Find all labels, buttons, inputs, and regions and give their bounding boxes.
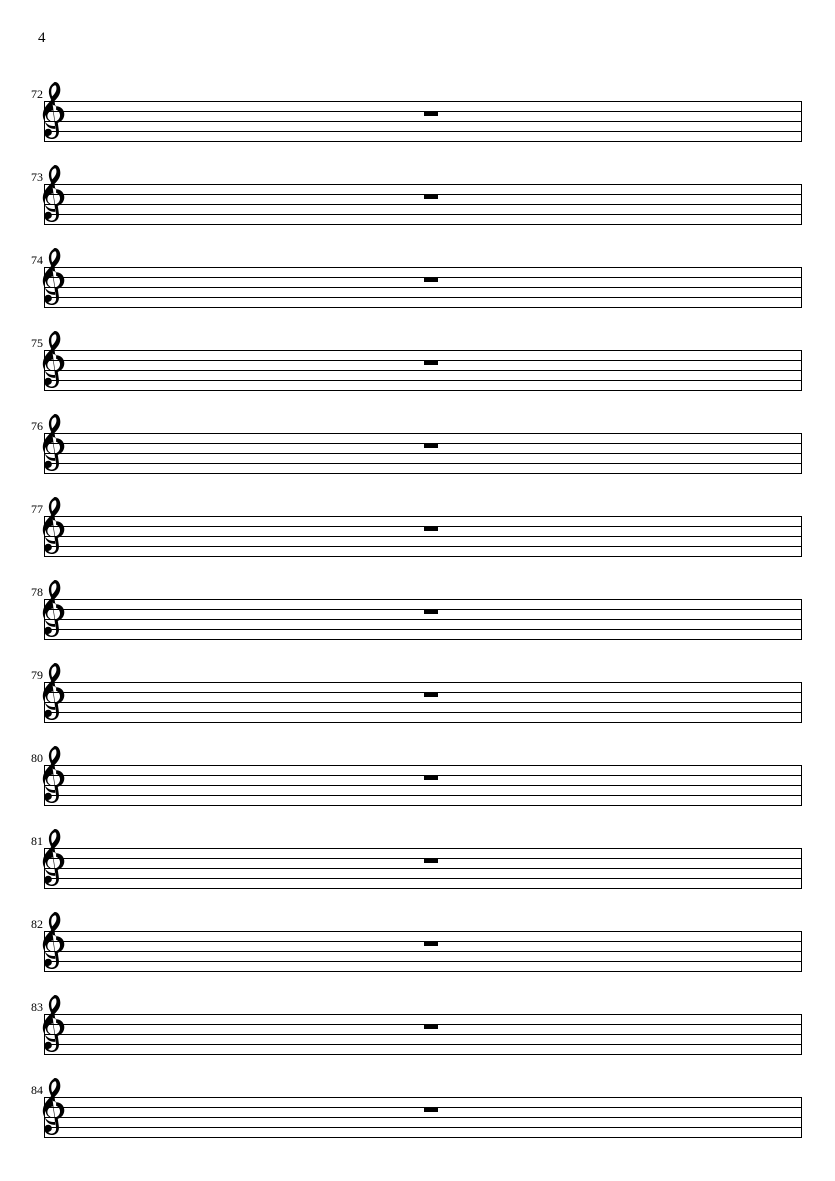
barline-right — [801, 1014, 802, 1055]
staff-line — [44, 473, 802, 474]
staff-line — [44, 868, 802, 869]
measure-number: 72 — [31, 87, 43, 101]
staff-line — [44, 360, 802, 361]
staff — [44, 350, 802, 390]
staff-line — [44, 546, 802, 547]
staff-system — [0, 171, 835, 233]
staff-line — [44, 370, 802, 371]
barline-right — [801, 433, 802, 474]
staff-line — [44, 805, 802, 806]
treble-clef-icon — [40, 580, 70, 642]
staff-line — [44, 526, 802, 527]
whole-measure-rest — [424, 360, 438, 365]
whole-measure-rest — [424, 775, 438, 780]
treble-clef-icon — [40, 829, 70, 891]
whole-measure-rest — [424, 1107, 438, 1112]
barline-right — [801, 350, 802, 391]
treble-clef-icon — [40, 331, 70, 393]
staff-line — [44, 971, 802, 972]
staff-line — [44, 516, 802, 517]
whole-measure-rest — [424, 111, 438, 116]
staff-line — [44, 702, 802, 703]
staff-line — [44, 1024, 802, 1025]
staff-line — [44, 931, 802, 932]
measure-number: 77 — [31, 502, 43, 516]
staff — [44, 101, 802, 141]
staff-line — [44, 722, 802, 723]
staff-line — [44, 951, 802, 952]
staff-line — [44, 267, 802, 268]
staff — [44, 682, 802, 722]
measure-number: 79 — [31, 668, 43, 682]
measure-number: 82 — [31, 917, 43, 931]
staff-line — [44, 858, 802, 859]
staff — [44, 848, 802, 888]
staff-line — [44, 380, 802, 381]
staff-line — [44, 599, 802, 600]
treble-clef-icon — [40, 82, 70, 144]
measure-number: 80 — [31, 751, 43, 765]
staff-line — [44, 1034, 802, 1035]
staff-system — [0, 88, 835, 150]
treble-clef-icon — [40, 1078, 70, 1140]
staff-line — [44, 878, 802, 879]
staff-line — [44, 1054, 802, 1055]
staff-line — [44, 297, 802, 298]
measure-number: 84 — [31, 1083, 43, 1097]
measure-number: 73 — [31, 170, 43, 184]
staff-line — [44, 214, 802, 215]
treble-clef-icon — [40, 995, 70, 1057]
barline-right — [801, 267, 802, 308]
staff-system — [0, 669, 835, 731]
staff-line — [44, 194, 802, 195]
staff-line — [44, 765, 802, 766]
measure-number: 75 — [31, 336, 43, 350]
staff-line — [44, 204, 802, 205]
staff-line — [44, 629, 802, 630]
staff-line — [44, 619, 802, 620]
treble-clef-icon — [40, 165, 70, 227]
treble-clef-icon — [40, 248, 70, 310]
staff-line — [44, 1127, 802, 1128]
staff-line — [44, 1044, 802, 1045]
staff — [44, 433, 802, 473]
treble-clef-icon — [40, 663, 70, 725]
staff-system — [0, 586, 835, 648]
barline-right — [801, 765, 802, 806]
barline-right — [801, 848, 802, 889]
treble-clef-icon — [40, 497, 70, 559]
staff-line — [44, 121, 802, 122]
whole-measure-rest — [424, 526, 438, 531]
staff-line — [44, 453, 802, 454]
staff-line — [44, 536, 802, 537]
staff-line — [44, 785, 802, 786]
staff-system — [0, 752, 835, 814]
staff-system — [0, 835, 835, 897]
staff-line — [44, 961, 802, 962]
staff — [44, 267, 802, 307]
treble-clef-icon — [40, 746, 70, 808]
staff-system — [0, 503, 835, 565]
staff-line — [44, 692, 802, 693]
staff — [44, 1014, 802, 1054]
staff-line — [44, 1117, 802, 1118]
staff-line — [44, 609, 802, 610]
staff-line — [44, 101, 802, 102]
staff-line — [44, 1097, 802, 1098]
staff — [44, 931, 802, 971]
whole-measure-rest — [424, 194, 438, 199]
whole-measure-rest — [424, 277, 438, 282]
treble-clef-icon — [40, 414, 70, 476]
measure-number: 76 — [31, 419, 43, 433]
barline-right — [801, 184, 802, 225]
staff-line — [44, 556, 802, 557]
treble-clef-icon — [40, 912, 70, 974]
measure-number: 81 — [31, 834, 43, 848]
staff-line — [44, 141, 802, 142]
whole-measure-rest — [424, 941, 438, 946]
staff-line — [44, 848, 802, 849]
staff-line — [44, 463, 802, 464]
barline-right — [801, 599, 802, 640]
staff-line — [44, 433, 802, 434]
staff-line — [44, 1137, 802, 1138]
staff-line — [44, 277, 802, 278]
staff — [44, 1097, 802, 1137]
staff — [44, 599, 802, 639]
staff-line — [44, 390, 802, 391]
staff-system — [0, 1084, 835, 1146]
barline-right — [801, 1097, 802, 1138]
staff-line — [44, 775, 802, 776]
whole-measure-rest — [424, 692, 438, 697]
staff-system — [0, 254, 835, 316]
staff-line — [44, 184, 802, 185]
staff-line — [44, 888, 802, 889]
barline-right — [801, 101, 802, 142]
measure-number: 78 — [31, 585, 43, 599]
staff-line — [44, 224, 802, 225]
staff — [44, 516, 802, 556]
whole-measure-rest — [424, 1024, 438, 1029]
whole-measure-rest — [424, 443, 438, 448]
whole-measure-rest — [424, 609, 438, 614]
staff-line — [44, 1014, 802, 1015]
staff-line — [44, 712, 802, 713]
page-number: 4 — [38, 30, 46, 46]
staff-line — [44, 350, 802, 351]
staff-line — [44, 287, 802, 288]
staff-line — [44, 131, 802, 132]
barline-right — [801, 516, 802, 557]
staff-system — [0, 420, 835, 482]
staff-line — [44, 1107, 802, 1108]
staff-line — [44, 111, 802, 112]
whole-measure-rest — [424, 858, 438, 863]
staff-line — [44, 639, 802, 640]
staff-line — [44, 795, 802, 796]
measure-number: 74 — [31, 253, 43, 267]
staff-system — [0, 918, 835, 980]
staff-line — [44, 443, 802, 444]
barline-right — [801, 682, 802, 723]
staff-line — [44, 682, 802, 683]
staff-system — [0, 337, 835, 399]
staff-system — [0, 1001, 835, 1063]
staff — [44, 765, 802, 805]
staff — [44, 184, 802, 224]
staff-line — [44, 941, 802, 942]
measure-number: 83 — [31, 1000, 43, 1014]
staff-line — [44, 307, 802, 308]
barline-right — [801, 931, 802, 972]
